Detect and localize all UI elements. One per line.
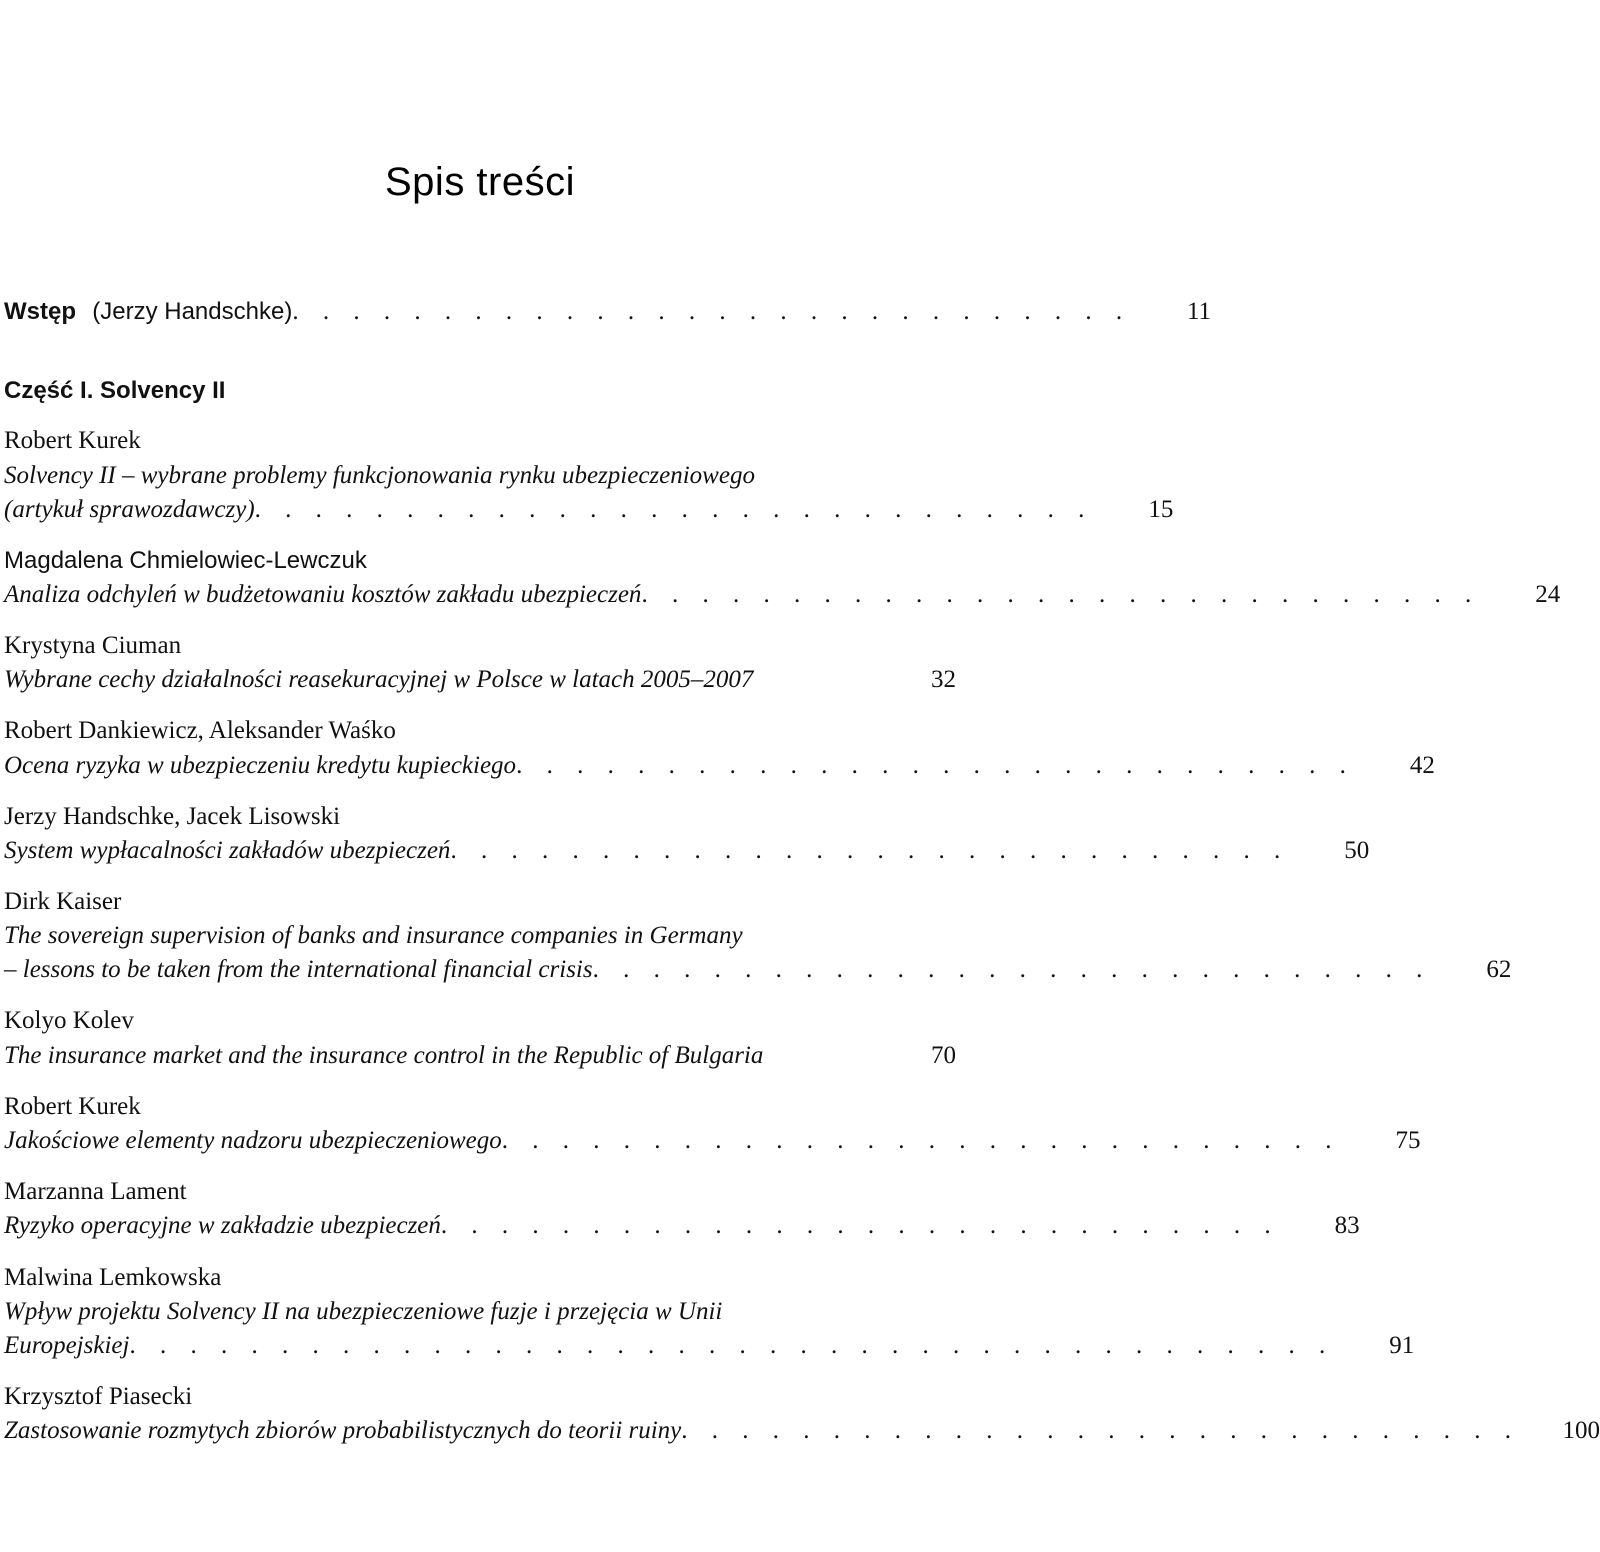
- leader-dots: . . . . . . . . . . . . . . . . . . . . . . . . . . . .: [440, 1212, 1280, 1239]
- page-number: 32: [931, 666, 956, 693]
- entry-author: Malwina Lemkowska: [4, 1264, 222, 1291]
- part-heading: Część I. Solvency II: [4, 377, 226, 404]
- page-number: 70: [931, 1042, 956, 1069]
- toc-row[interactable]: [4, 954, 1512, 986]
- intro-author: (Jerzy Handschke): [92, 298, 293, 325]
- entry-title: Solvency II – wybrane problemy funkcjonowania rynku ubezpieczeniowego: [4, 462, 755, 489]
- leader-dots: . . . . . . . . . . . . . . . . . . . . . . . . . . . .: [292, 298, 1132, 325]
- leader-dots: . . . . . . . . . . . . . . . . . . . . . . . . . . . .: [681, 1417, 1521, 1444]
- page-number: 24: [1535, 581, 1561, 608]
- page-number: 100: [1562, 1417, 1600, 1444]
- toc-row[interactable]: [4, 1125, 1421, 1157]
- intro-label: Wstęp: [4, 298, 76, 325]
- entry-title: Zastosowanie rozmytych zbiorów probabilistycznych do teorii ruiny: [4, 1417, 682, 1444]
- page-number: 91: [1389, 1332, 1415, 1359]
- entry-title: – lessons to be taken from the international financial crisis: [4, 956, 593, 983]
- page-title: Spis treści: [385, 160, 575, 204]
- entry-author: Marzanna Lament: [4, 1178, 187, 1205]
- toc-row-intro[interactable]: [4, 296, 1212, 328]
- entry-title: Wybrane cechy działalności reasekuracyjnej w Polsce w latach 2005–2007: [4, 666, 754, 693]
- entry-title: Wpływ projektu Solvency II na ubezpieczeniowe fuzje i przejęcia w Unii: [4, 1298, 723, 1325]
- toc-row[interactable]: [4, 750, 1435, 782]
- page-number: 83: [1334, 1212, 1360, 1239]
- entry-title: (artykuł sprawozdawczy): [4, 496, 255, 523]
- leader-dots: . . . . . . . . . . . . . . . . . . . . . . . . . . . . . . . . . . . . . . . .: [129, 1332, 1335, 1359]
- toc-row[interactable]: [4, 1330, 1415, 1362]
- toc-row[interactable]: [4, 494, 1174, 526]
- entry-title: Ryzyko operacyjne w zakładzie ubezpieczeń: [4, 1212, 441, 1239]
- entry-title: Ocena ryzyka w ubezpieczeniu kredytu kupieckiego: [4, 752, 517, 779]
- page-number: 62: [1486, 956, 1512, 983]
- toc-row[interactable]: [4, 579, 1561, 611]
- entry-title: The insurance market and the insurance control in the Republic of Bulgaria: [4, 1042, 764, 1069]
- entry-title: The sovereign supervision of banks and insurance companies in Germany: [4, 922, 743, 949]
- toc-row[interactable]: [4, 835, 1370, 867]
- leader-dots: . . . . . . . . . . . . . . . . . . . . . . . . . . . .: [592, 956, 1432, 983]
- entry-author: Kolyo Kolev: [4, 1007, 134, 1034]
- leader-dots: . . . . . . . . . . . . . . . . . . . . . . . . . . . .: [501, 1127, 1341, 1154]
- toc-row[interactable]: [4, 1210, 1360, 1242]
- leader-dots: . . . . . . . . . . . . . . . . . . . . . . . . . . . .: [254, 496, 1094, 523]
- entry-author: Krystyna Ciuman: [4, 632, 182, 659]
- entry-author: Magdalena Chmielowiec-Lewczuk: [4, 547, 367, 574]
- toc-row[interactable]: [4, 664, 956, 696]
- page-number: 15: [1148, 496, 1174, 523]
- entry-title: Europejskiej: [4, 1332, 130, 1359]
- entry-author: Jerzy Handschke, Jacek Lisowski: [4, 803, 341, 830]
- entry-author: Robert Kurek: [4, 1093, 141, 1120]
- entry-title: Analiza odchyleń w budżetowaniu kosztów zakładu ubezpieczeń: [4, 581, 642, 608]
- entry-title: System wypłacalności zakładów ubezpieczeń: [4, 837, 451, 864]
- entry-author: Dirk Kaiser: [4, 888, 122, 915]
- entry-author: Robert Dankiewicz, Aleksander Waśko: [4, 717, 396, 744]
- page-number: 75: [1395, 1127, 1421, 1154]
- page-number: 50: [1344, 837, 1370, 864]
- leader-dots: . . . . . . . . . . . . . . . . . . . . . . . . . . . .: [450, 837, 1290, 864]
- page-number: 42: [1409, 752, 1435, 779]
- page-number: 11: [1186, 298, 1212, 325]
- toc-row[interactable]: [4, 1415, 1600, 1447]
- entry-author: Robert Kurek: [4, 427, 141, 454]
- entry-author: Krzysztof Piasecki: [4, 1383, 193, 1410]
- leader-dots: . . . . . . . . . . . . . . . . . . . . . . . . . . . .: [516, 752, 1355, 779]
- toc-row[interactable]: [4, 1040, 956, 1072]
- entry-title: Jakościowe elementy nadzoru ubezpieczeniowego: [4, 1127, 502, 1154]
- leader-dots: . . . . . . . . . . . . . . . . . . . . . . . . . . . .: [641, 581, 1481, 608]
